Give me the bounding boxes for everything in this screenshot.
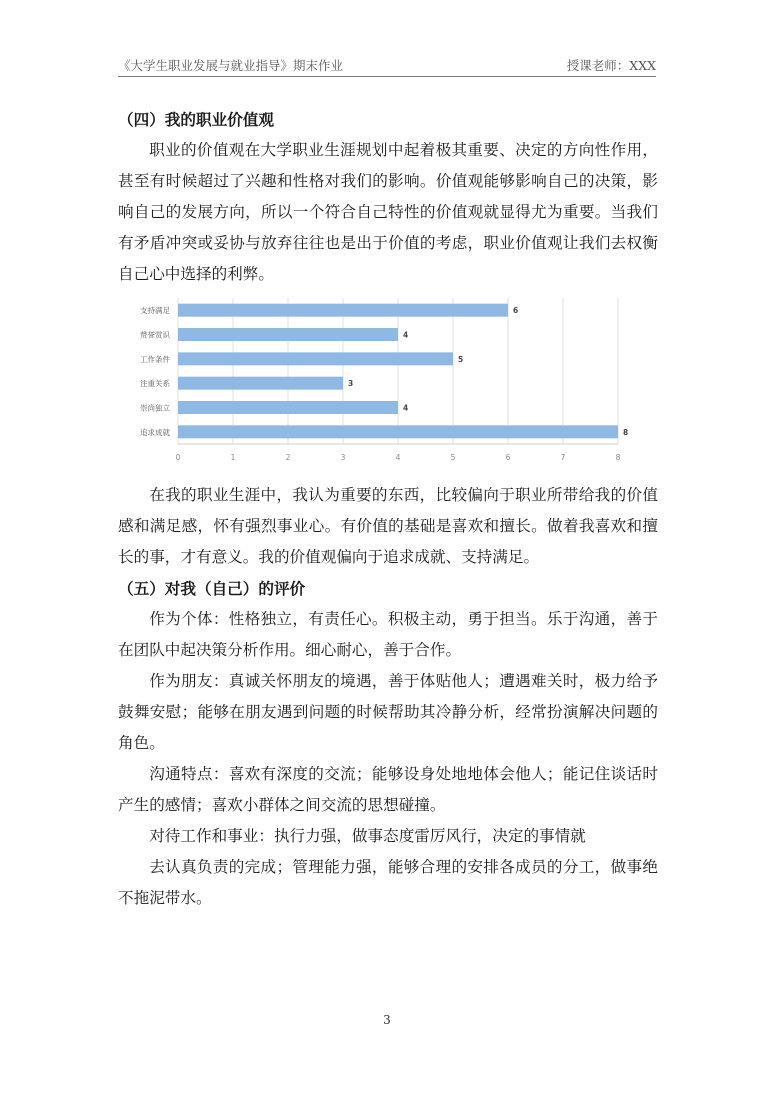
page-content (118, 104, 658, 914)
bar (178, 401, 398, 414)
chart-svg (118, 294, 658, 474)
bar (178, 328, 398, 341)
paragraph: 职业的价值观在大学职业生涯规划中起着极其重要、决定的方向性作用，甚至有时候超过了兴趣和性格对我们的影响。价值观能够影响自己的决策，影响自己的发展方向，所以一个符合自己特性的价值观就显得尤为重要。当我们有矛盾冲突或妥协与放弃往往也是出于价值的考虑，职业价值观让我们去权衡自己心中选择的利弊。 (118, 141, 658, 283)
x-tick-label: 1 (230, 453, 236, 462)
paragraph: 对待工作和事业：执行力强，做事态度雷厉风行，决定的事情就 (149, 827, 586, 845)
category-label: 注重关系 (140, 379, 170, 389)
category-label: 赞誉赏识 (140, 330, 170, 340)
paragraph: 作为个体：性格独立，有责任心。积极主动，勇于担当。乐于沟通，善于在团队中起决策分析作用。细心耐心，善于合作。 (118, 610, 658, 659)
value-label: 4 (403, 403, 409, 413)
x-tick-label: 2 (285, 453, 291, 462)
bar (178, 304, 508, 317)
category-label: 工作条件 (140, 354, 170, 364)
x-tick-label: 3 (340, 453, 346, 462)
page-header (118, 56, 656, 77)
bar (178, 377, 343, 390)
x-tick-label: 0 (175, 453, 181, 462)
value-label: 6 (513, 306, 519, 316)
bar (178, 352, 453, 365)
x-tick-label: 7 (560, 453, 566, 462)
category-label: 支持满足 (140, 306, 170, 316)
page-number: 3 (383, 1013, 391, 1027)
teacher-label: 授课老师：XXX (566, 58, 656, 73)
section-heading-self-evaluation: （五）对我（自己）的评价 (118, 579, 306, 598)
x-tick-label: 6 (505, 453, 511, 462)
x-tick-label: 4 (395, 453, 401, 462)
category-label: 崇尚独立 (140, 403, 170, 413)
x-tick-label: 8 (615, 453, 621, 462)
value-label: 8 (623, 427, 629, 437)
course-title: 《大学生职业发展与就业指导》期末作业 (118, 58, 344, 73)
values-bar-chart (118, 294, 658, 474)
value-label: 4 (403, 330, 409, 340)
section-heading-values: （四）我的职业价值观 (118, 110, 274, 129)
paragraph: 作为朋友：真诚关怀朋友的境遇，善于体贴他人；遭遇难关时，极力给予鼓舞安慰；能够在朋友遇到问题的时候帮助其冷静分析，经常扮演解决问题的角色。 (118, 672, 658, 752)
value-label: 5 (458, 354, 464, 364)
category-label: 追求成就 (140, 427, 170, 437)
bar (178, 425, 618, 438)
paragraph: 在我的职业生涯中，我认为重要的东西，比较偏向于职业所带给我的价值感和满足感，怀有强烈事业心。有价值的基础是喜欢和擅长。做着我喜欢和擅长的事，才有意义。我的价值观偏向于追求成就、支持满足。 (118, 486, 658, 566)
x-tick-label: 5 (450, 453, 456, 462)
value-label: 3 (348, 379, 354, 389)
paragraph: 沟通特点：喜欢有深度的交流；能够设身处地地体会他人；能记住谈话时产生的感情；喜欢小群体之间交流的思想碰撞。 (118, 765, 658, 814)
paragraph: 去认真负责的完成；管理能力强，能够合理的安排各成员的分工，做事绝不拖泥带水。 (118, 858, 658, 907)
